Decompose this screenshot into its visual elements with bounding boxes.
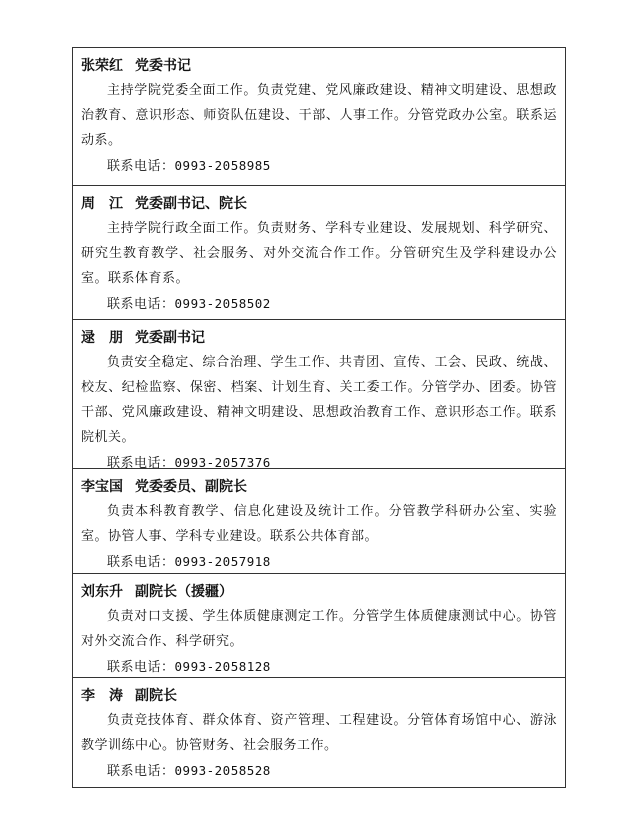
leader-heading <box>81 194 557 216</box>
leader-phone <box>81 549 557 573</box>
phone-number: 0993-2057376 <box>174 455 271 468</box>
leader-title: 党委副书记 <box>135 330 205 346</box>
leader-duties: 负责对口支援、学生体质健康测定工作。分管学生体质健康测试中心。协管对外交流合作、科学研究。 <box>81 609 557 649</box>
phone-number: 0993-2058502 <box>174 296 271 311</box>
phone-number: 0993-2057918 <box>174 554 271 569</box>
leader-title: 党委委员、副院长 <box>135 479 247 495</box>
phone-number: 0993-2058985 <box>174 158 271 173</box>
leader-heading <box>81 328 557 350</box>
phone-number: 0993-2058128 <box>174 659 271 674</box>
leader-duties: 主持学院党委全面工作。负责党建、党风廉政建设、精神文明建设、思想政治教育、意识形态、师资队伍建设、干部、人事工作。分管党政办公室。联系运动系。 <box>81 83 557 148</box>
leader-row <box>73 185 565 319</box>
leader-phone <box>81 153 557 179</box>
leader-name: 李 涛 <box>81 688 123 704</box>
leader-heading <box>81 686 557 708</box>
leader-phone <box>81 450 557 468</box>
leader-duties: 主持学院行政全面工作。负责财务、学科专业建设、发展规划、科学研究、研究生教育教学、社会服务、对外交流合作工作。分管研究生及学科建设办公室。联系体育系。 <box>81 221 557 286</box>
leader-phone <box>81 758 557 784</box>
leader-title: 党委副书记、院长 <box>135 196 247 212</box>
leader-name: 逯 朋 <box>81 330 123 346</box>
phone-label: 联系电话： <box>107 555 175 570</box>
leader-heading <box>81 56 557 78</box>
leader-row <box>73 48 565 185</box>
leader-duties: 负责本科教育教学、信息化建设及统计工作。分管教学科研办公室、实验室。协管人事、学科专业建设。联系公共体育部。 <box>81 504 557 544</box>
leader-heading <box>81 477 557 499</box>
leader-row <box>73 677 565 787</box>
leader-title: 副院长 <box>135 688 177 704</box>
leader-name: 周 江 <box>81 196 123 212</box>
phone-label: 联系电话： <box>107 660 175 675</box>
leader-phone <box>81 654 557 677</box>
leader-heading <box>81 582 557 604</box>
phone-number: 0993-2058528 <box>174 763 271 778</box>
phone-label: 联系电话： <box>107 297 175 312</box>
leadership-table <box>72 47 566 788</box>
leader-title: 副院长（援疆） <box>135 584 233 600</box>
phone-label: 联系电话： <box>107 456 175 468</box>
leader-name: 李宝国 <box>81 479 123 495</box>
phone-label: 联系电话： <box>107 764 175 779</box>
leader-duties: 负责安全稳定、综合治理、学生工作、共青团、宣传、工会、民政、统战、校友、纪检监察、保密、档案、计划生育、关工委工作。分管学办、团委。协管干部、党风廉政建设、精神文明建设、思想政治教育工作、意识形态工作。联系院机关。 <box>81 355 557 445</box>
leader-phone <box>81 291 557 317</box>
leader-name: 张荣红 <box>81 58 123 74</box>
leader-duties: 负责竞技体育、群众体育、资产管理、工程建设。分管体育场馆中心、游泳教学训练中心。协管财务、社会服务工作。 <box>81 713 557 753</box>
phone-label: 联系电话： <box>107 159 175 174</box>
leader-name: 刘东升 <box>81 584 123 600</box>
leader-row <box>73 573 565 677</box>
leader-row <box>73 468 565 573</box>
leader-title: 党委书记 <box>135 58 191 74</box>
leader-row <box>73 319 565 468</box>
